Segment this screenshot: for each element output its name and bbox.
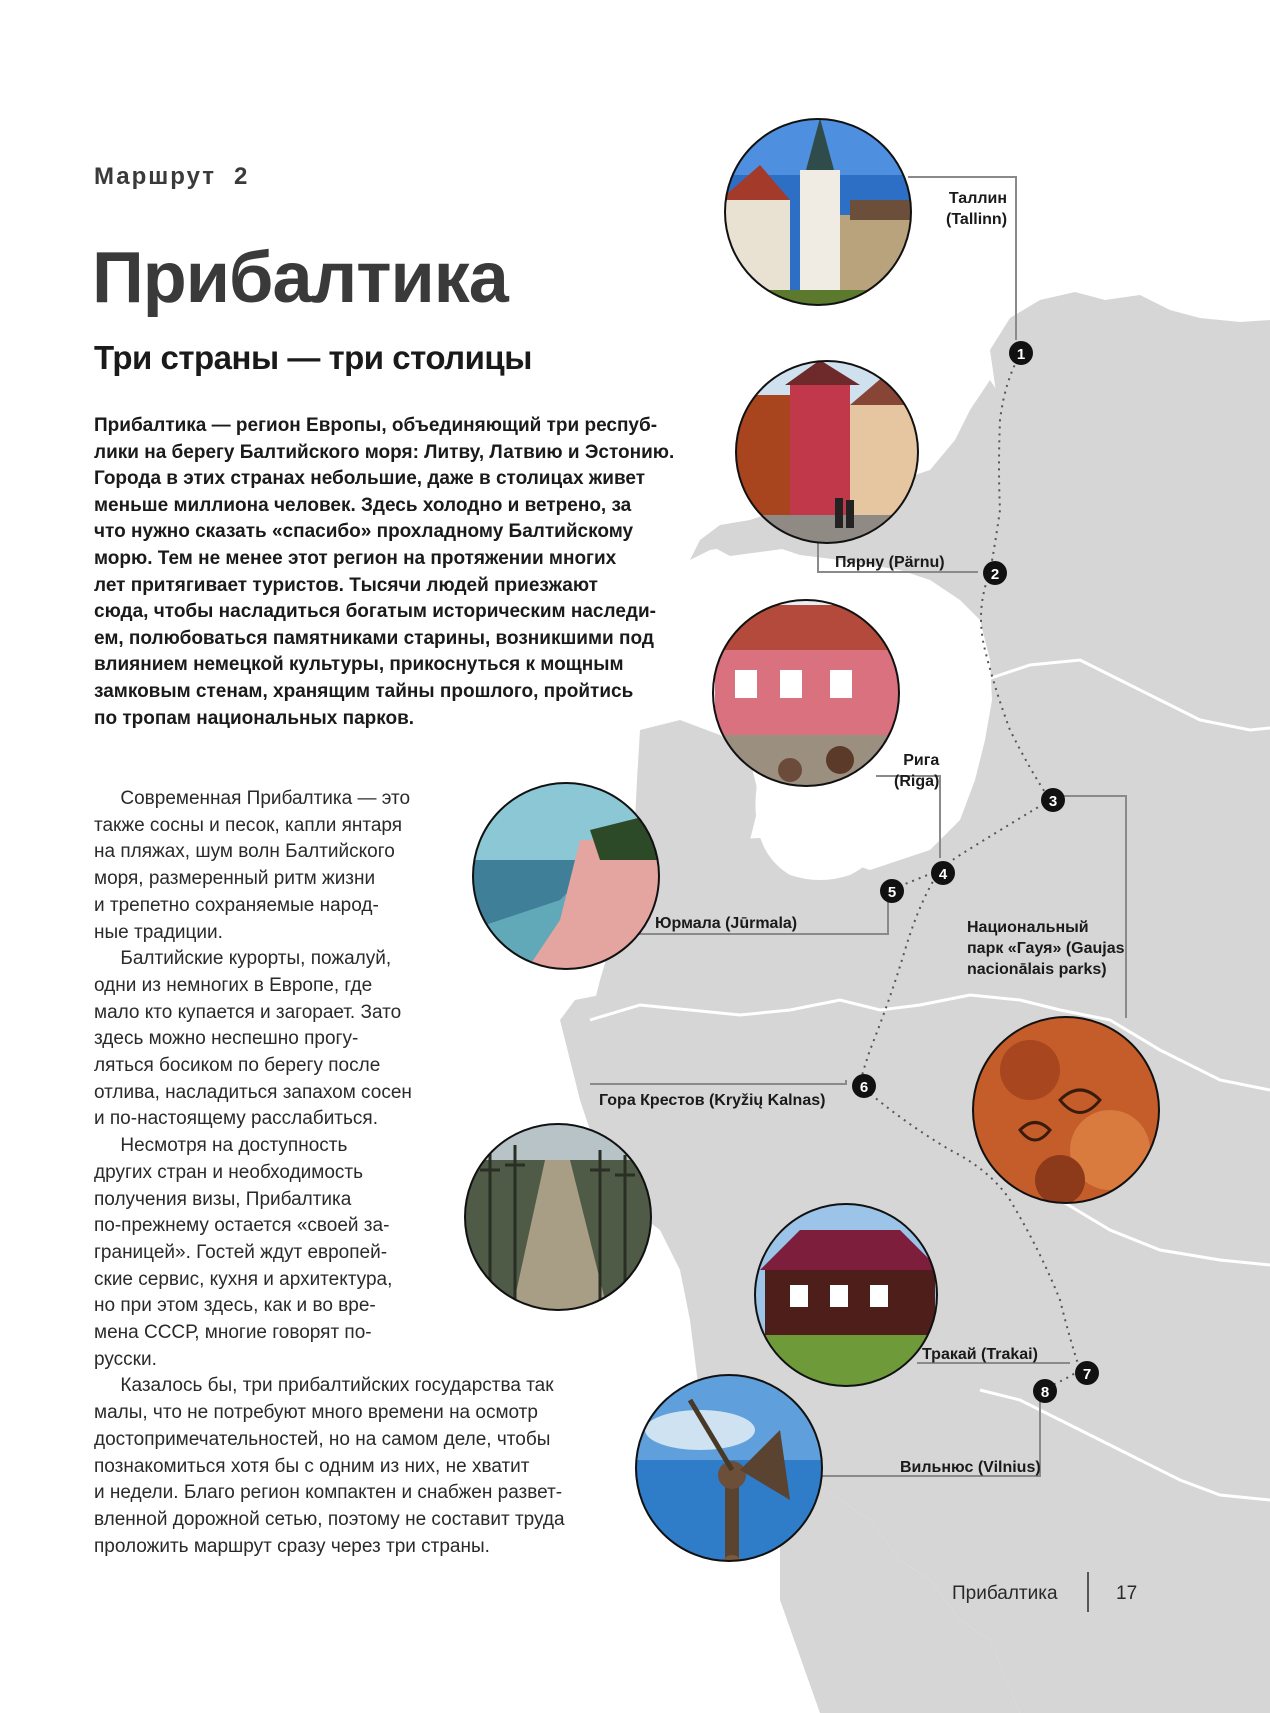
- label-trakai: [922, 1344, 1038, 1365]
- footer-section-title: Прибалтика: [952, 1583, 1058, 1604]
- lead-line: лет притягивает туристов. Тысячи людей приезжают: [94, 574, 598, 596]
- lead-line: лики на берегу Балтийского моря: Литву, Латвию и Эстонию.: [94, 441, 675, 463]
- body-line: достопримечательностей, но на самом деле, чтобы: [94, 1428, 551, 1450]
- lead-line: влиянием немецкой культуры, прикоснуться к мощным: [94, 654, 624, 676]
- body-line: ные традиции.: [94, 921, 223, 943]
- route-kicker-label: Маршрут: [94, 163, 217, 190]
- body-line: также сосны и песок, капли янтаря: [94, 814, 403, 836]
- lead-line: морю. Тем не менее этот регион на протяжении многих: [94, 547, 617, 569]
- page-title: Прибалтика: [92, 238, 508, 318]
- marker-8: [1033, 1379, 1057, 1403]
- label-jurmala: [655, 913, 797, 934]
- body-line: на пляжах, шум волн Балтийского: [94, 841, 395, 863]
- label-vilnius-line-1: Вильнюс (Vilnius): [900, 1459, 1041, 1476]
- body-line: отлива, насладиться запахом сосен: [94, 1081, 412, 1103]
- label-hill-of-crosses: [599, 1090, 825, 1111]
- lead-line: по тропам национальных парков.: [94, 707, 415, 729]
- lead-line: ем, полюбоваться памятниками старины, возникшими под: [94, 627, 654, 649]
- lead-line: Прибалтика — регион Европы, объединяющий три респуб-: [94, 415, 658, 436]
- body-line: но при этом здесь, как и во вре-: [94, 1295, 376, 1317]
- body-line: других стран и необходимость: [94, 1161, 364, 1183]
- body-line: ские сервис, кухня и архитектура,: [94, 1268, 393, 1290]
- label-gauja-line-2: парк «Гауя» (Gaujas: [967, 940, 1125, 957]
- page-number: 17: [1116, 1583, 1138, 1604]
- body-line: мена СССР, многие говорят по-: [94, 1322, 372, 1344]
- marker-7-number: 7: [1082, 1366, 1092, 1383]
- label-riga-line-2: (Riga): [894, 773, 940, 790]
- label-hill-of-crosses-line-1: Гора Крестов (Kryžių Kalnas): [599, 1092, 826, 1109]
- body-line: получения визы, Прибалтика: [94, 1188, 352, 1210]
- marker-3: [1041, 788, 1065, 812]
- marker-6-number: 6: [859, 1079, 869, 1096]
- body-line: моря, размеренный ритм жизни: [94, 868, 376, 890]
- label-tallinn: [946, 188, 1007, 230]
- marker-3-number: 3: [1048, 793, 1058, 810]
- body-line: Несмотря на доступность: [94, 1135, 348, 1157]
- label-gauja-line-3: nacionālais parks): [967, 961, 1107, 978]
- route-kicker-number: 2: [234, 163, 250, 190]
- lead-line: Города в этих странах небольшие, даже в столицах живет: [94, 468, 645, 490]
- tallinn-photo: [720, 115, 920, 315]
- body-line: Современная Прибалтика — это: [94, 788, 411, 809]
- marker-5-number: 5: [887, 884, 897, 901]
- label-riga-line-1: Рига: [903, 752, 940, 769]
- body-line: вленной дорожной сетью, поэтому не составит труда: [94, 1508, 565, 1530]
- footer-divider: [1087, 1572, 1089, 1612]
- label-vilnius: [900, 1457, 1041, 1478]
- route-kicker: [94, 163, 249, 191]
- body-line: по-прежнему остается «своей за-: [94, 1215, 390, 1237]
- marker-8-number: 8: [1040, 1384, 1050, 1401]
- body-line: проложить маршрут сразу через три страны.: [94, 1535, 490, 1557]
- lead-line: меньше миллиона человек. Здесь холодно и ветрено, за: [94, 494, 632, 516]
- marker-5: [880, 879, 904, 903]
- body-line: ляться босиком по берегу после: [94, 1055, 381, 1077]
- marker-1: [1009, 341, 1033, 365]
- label-gauja: [967, 917, 1125, 980]
- marker-1-number: 1: [1016, 346, 1026, 363]
- body-line: границей». Гостей ждут европей-: [94, 1241, 388, 1263]
- marker-2: [983, 561, 1007, 585]
- body-line: и трепетно сохраняемые народ-: [94, 894, 379, 916]
- label-trakai-line-1: Тракай (Trakai): [922, 1346, 1038, 1363]
- page-subtitle: Три страны — три столицы: [94, 339, 532, 376]
- body-line: мало кто купается и загорает. Зато: [94, 1001, 402, 1023]
- lead-line: сюда, чтобы насладиться богатым историческим наследи-: [94, 601, 656, 623]
- label-riga: [894, 750, 939, 792]
- lead-line: что нужно сказать «спасибо» прохладному Балтийскому: [94, 521, 634, 543]
- label-parnu: [835, 552, 945, 573]
- marker-2-number: 2: [990, 566, 1000, 583]
- body-line: Казалось бы, три прибалтийских государства так: [94, 1375, 554, 1397]
- body-line: одни из немногих в Европе, где: [94, 974, 373, 996]
- body-line: русски.: [94, 1348, 157, 1370]
- body-line: здесь можно неспешно прогу-: [94, 1028, 359, 1050]
- lead-line: замковым стенам, хранящим тайны прошлого, пройтись: [94, 680, 634, 702]
- body-line: Балтийские курорты, пожалуй,: [94, 948, 392, 970]
- body-line: познакомиться хотя бы с одним из них, не хватит: [94, 1455, 530, 1477]
- label-tallinn-line-2: (Tallinn): [946, 211, 1008, 228]
- body-text: [94, 786, 565, 1560]
- marker-4-number: 4: [938, 866, 948, 883]
- lead-paragraph: [94, 413, 714, 732]
- label-parnu-line-1: Пярну (Pärnu): [835, 554, 945, 571]
- label-gauja-line-1: Национальный: [967, 919, 1089, 936]
- body-line: и недели. Благо регион компактен и снабжен развет-: [94, 1482, 563, 1504]
- label-tallinn-line-1: Таллин: [948, 190, 1008, 207]
- label-jurmala-line-1: Юрмала (Jūrmala): [655, 915, 798, 932]
- body-line: малы, что не потребуют много времени на осмотр: [94, 1402, 538, 1424]
- marker-4: [931, 861, 955, 885]
- marker-6: [852, 1074, 876, 1098]
- body-line: и по-настоящему расслабиться.: [94, 1108, 378, 1130]
- marker-7: [1075, 1361, 1099, 1385]
